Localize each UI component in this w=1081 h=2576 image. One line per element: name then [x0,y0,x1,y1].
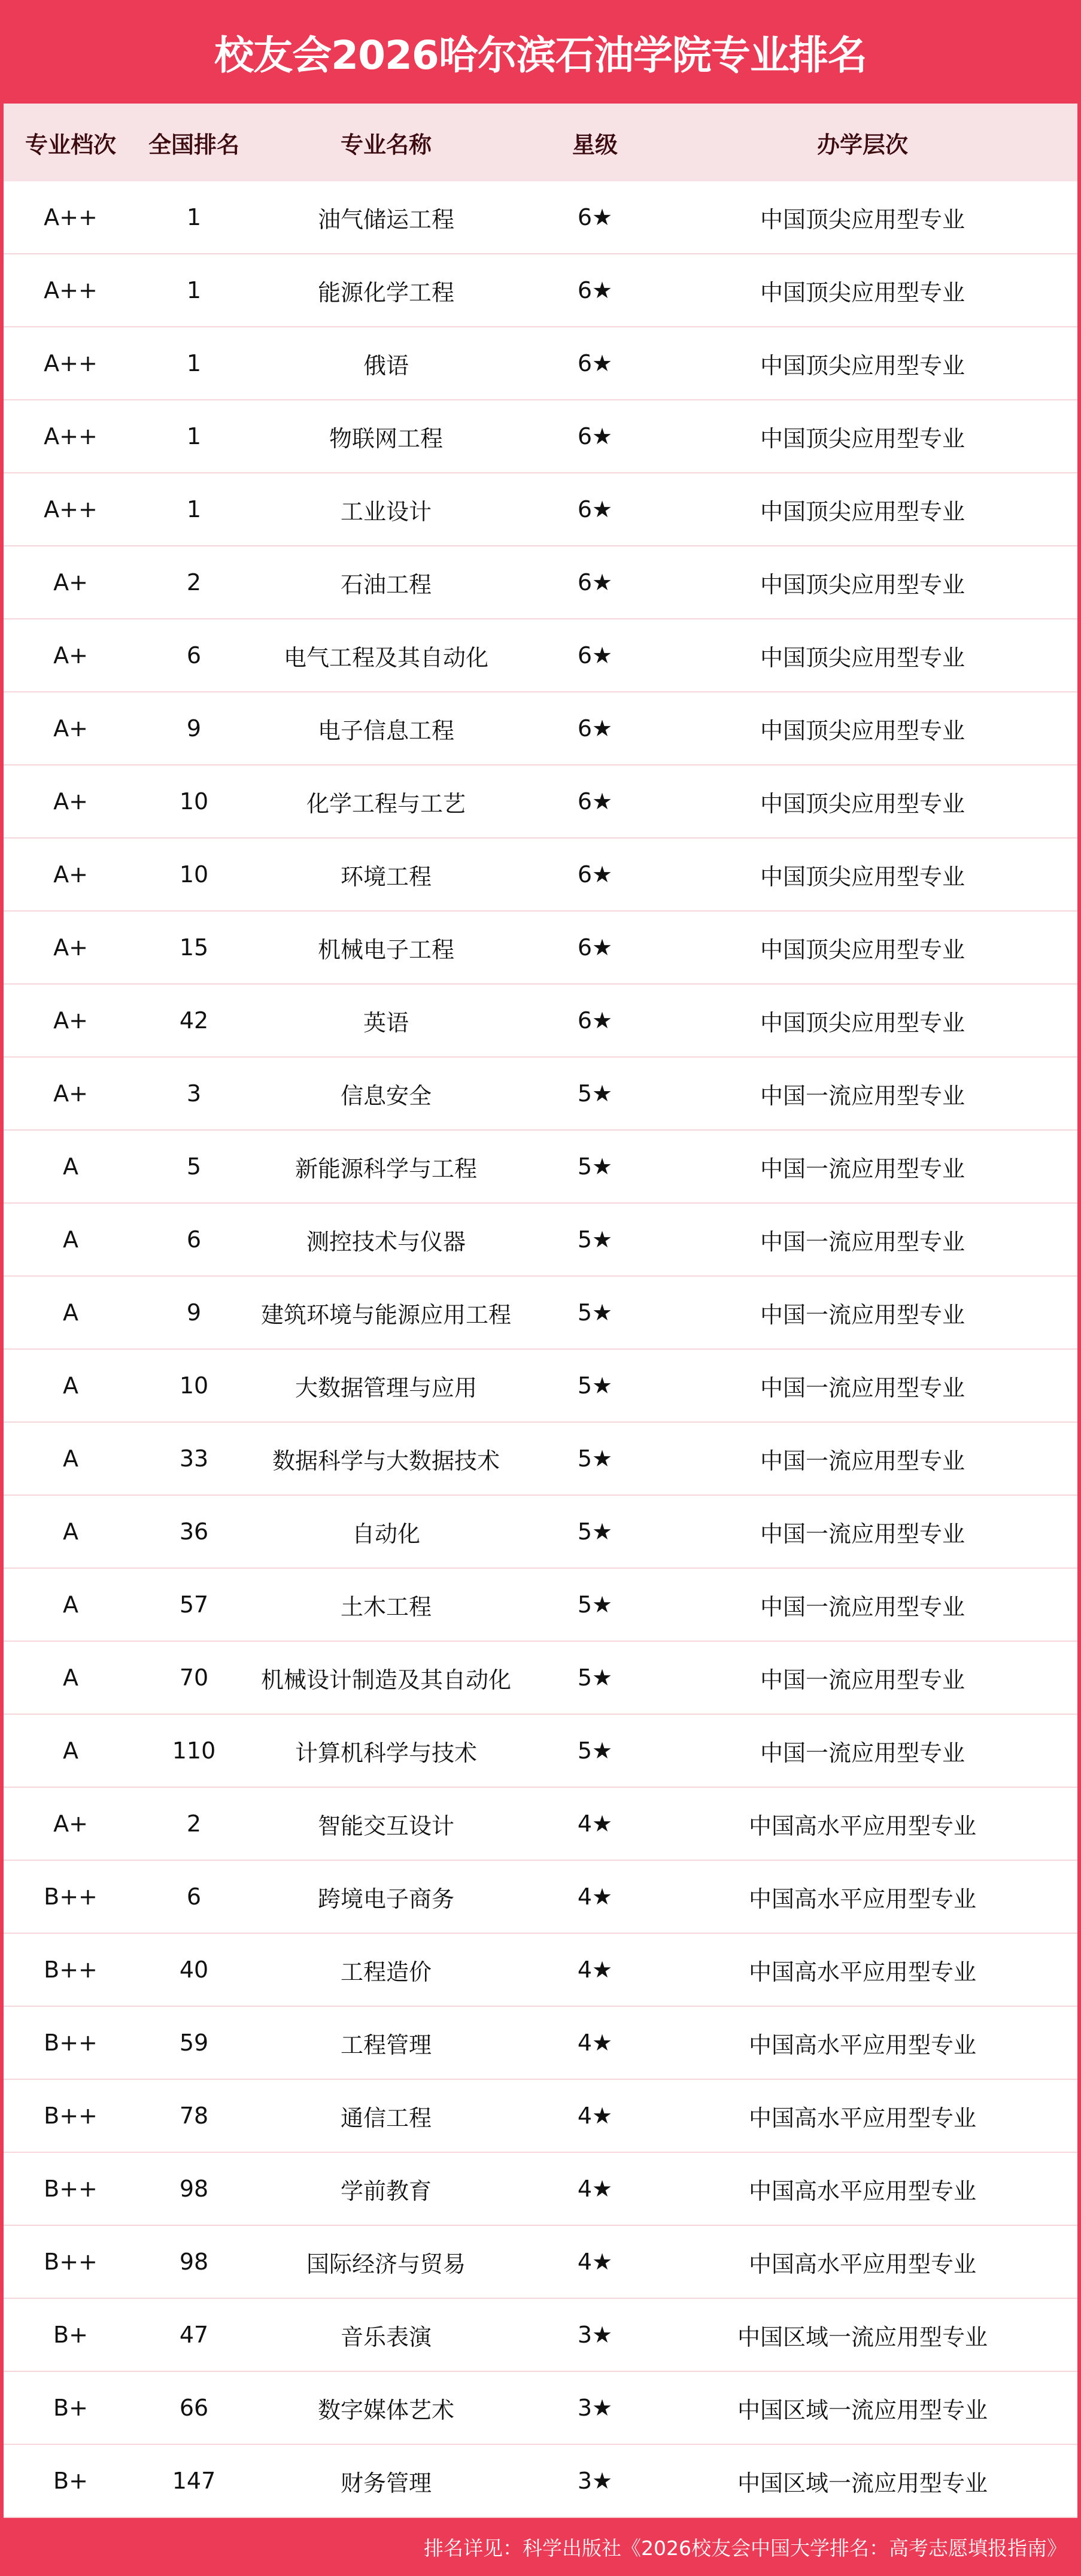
cell-major: 机械设计制造及其自动化 [260,1666,512,1693]
cell-stars: 5★ [577,1664,613,1691]
cell-major: 石油工程 [340,571,432,598]
cell-stars: 3★ [577,2322,613,2348]
cell-level: 中国高水平应用型专业 [748,2250,977,2277]
cell-level: 中国顶尖应用型专业 [760,279,965,306]
cell-tier: B++ [44,2103,98,2129]
cell-level: 中国一流应用型专业 [760,1593,965,1620]
cell-stars: 3★ [577,2395,613,2421]
cell-major: 土木工程 [340,1593,432,1620]
table-header [4,104,1077,181]
cell-rank: 57 [179,1591,209,1618]
table-row [4,839,1077,912]
cell-level: 中国一流应用型专业 [760,1228,965,1255]
cell-tier: A [63,1372,78,1399]
table-row [4,1861,1077,1934]
cell-rank: 6 [186,642,202,669]
table-row [4,912,1077,985]
cell-level: 中国一流应用型专业 [760,1155,965,1182]
cell-major: 信息安全 [340,1082,432,1109]
table-row [4,619,1077,692]
cell-rank: 3 [186,1080,202,1107]
cell-tier: A+ [53,715,88,742]
cell-stars: 4★ [577,2103,613,2129]
cell-major: 能源化学工程 [317,279,455,306]
cell-tier: A+ [53,1811,88,1837]
table-row [4,1496,1077,1569]
cell-level: 中国区域一流应用型专业 [737,2469,988,2496]
cell-level: 中国顶尖应用型专业 [760,863,965,890]
cell-rank: 1 [186,496,202,523]
cell-tier: A+ [53,1007,88,1034]
cell-major: 工程造价 [340,1958,432,1985]
table-row [4,765,1077,839]
cell-major: 工程管理 [340,2031,432,2058]
cell-rank: 59 [179,2030,209,2056]
cell-rank: 10 [179,788,209,815]
cell-level: 中国一流应用型专业 [760,1666,965,1693]
cell-stars: 5★ [577,1737,613,1764]
table-row [4,546,1077,619]
cell-tier: B++ [44,1884,98,1910]
cell-rank: 36 [179,1518,209,1545]
cell-major: 大数据管理与应用 [294,1374,478,1401]
cell-tier: A+ [53,788,88,815]
table-row [4,2299,1077,2372]
cell-level: 中国顶尖应用型专业 [760,790,965,817]
cell-level: 中国顶尖应用型专业 [760,936,965,963]
table-row [4,1569,1077,1642]
cell-rank: 10 [179,1372,209,1399]
header-rank: 全国排名 [148,131,240,158]
cell-level: 中国高水平应用型专业 [748,2031,977,2058]
cell-stars: 5★ [577,1153,613,1180]
table-row [4,1204,1077,1277]
cell-level: 中国一流应用型专业 [760,1447,965,1474]
cell-stars: 5★ [577,1080,613,1107]
cell-tier: A [63,1299,78,1326]
table-row [4,2153,1077,2226]
cell-major: 英语 [363,1009,409,1036]
cell-stars: 4★ [577,2249,613,2275]
cell-level: 中国顶尖应用型专业 [760,717,965,744]
cell-level: 中国顶尖应用型专业 [760,498,965,525]
cell-rank: 147 [172,2468,216,2494]
cell-rank: 78 [179,2103,209,2129]
cell-tier: B+ [53,2468,88,2494]
cell-stars: 6★ [577,496,613,523]
table-row [4,2372,1077,2445]
cell-rank: 2 [186,569,202,596]
cell-stars: 5★ [577,1226,613,1253]
table-row [4,985,1077,1058]
cell-stars: 6★ [577,204,613,230]
cell-rank: 66 [179,2395,209,2421]
table-row [4,1788,1077,1861]
cell-rank: 9 [186,715,202,742]
page-title: 校友会2026哈尔滨石油学院专业排名 [214,32,867,78]
cell-tier: A+ [53,934,88,961]
cell-rank: 10 [179,861,209,888]
header-tier: 专业档次 [25,131,117,158]
cell-rank: 42 [179,1007,209,1034]
table-row [4,692,1077,765]
cell-rank: 70 [179,1664,209,1691]
cell-major: 新能源科学与工程 [294,1155,478,1182]
cell-tier: B++ [44,2176,98,2202]
cell-rank: 9 [186,1299,202,1326]
cell-rank: 33 [179,1445,209,1472]
cell-tier: A [63,1591,78,1618]
table-row [4,1642,1077,1715]
cell-major: 测控技术与仪器 [306,1228,466,1255]
cell-major: 跨境电子商务 [317,1885,455,1912]
cell-stars: 5★ [577,1518,613,1545]
cell-rank: 1 [186,423,202,449]
cell-rank: 6 [186,1226,202,1253]
table-row [4,1058,1077,1131]
cell-stars: 3★ [577,2468,613,2494]
cell-rank: 98 [179,2249,209,2275]
cell-major: 自动化 [351,1520,421,1547]
cell-major: 工业设计 [340,498,432,525]
cell-tier: B++ [44,2249,98,2275]
cell-tier: A+ [53,642,88,669]
cell-level: 中国一流应用型专业 [760,1082,965,1109]
cell-rank: 110 [172,1737,216,1764]
cell-rank: 6 [186,1884,202,1910]
cell-stars: 4★ [577,1957,613,1983]
cell-major: 国际经济与贸易 [306,2250,466,2277]
cell-stars: 6★ [577,715,613,742]
cell-stars: 4★ [577,2176,613,2202]
cell-rank: 15 [179,934,209,961]
cell-stars: 6★ [577,861,613,888]
cell-major: 数字媒体艺术 [317,2396,455,2423]
cell-major: 通信工程 [340,2104,432,2131]
table-row [4,1277,1077,1350]
cell-tier: A [63,1664,78,1691]
cell-stars: 5★ [577,1445,613,1472]
cell-major: 数据科学与大数据技术 [272,1447,500,1474]
cell-tier: A+ [53,1080,88,1107]
table-row [4,327,1077,400]
table-row [4,2007,1077,2080]
table-row [4,1350,1077,1423]
cell-stars: 4★ [577,2030,613,2056]
cell-stars: 5★ [577,1372,613,1399]
cell-stars: 6★ [577,277,613,303]
cell-major: 机械电子工程 [317,936,455,963]
cell-major: 智能交互设计 [317,1812,455,1839]
cell-level: 中国一流应用型专业 [760,1301,965,1328]
cell-level: 中国区域一流应用型专业 [737,2323,988,2350]
table-row [4,2080,1077,2153]
header-level: 办学层次 [816,131,909,158]
cell-tier: A+ [53,569,88,596]
cell-major: 计算机科学与技术 [294,1739,478,1766]
table-row [4,400,1077,473]
cell-major: 环境工程 [340,863,432,890]
cell-major: 电子信息工程 [317,717,455,744]
cell-stars: 4★ [577,1884,613,1910]
table-row [4,2226,1077,2299]
cell-stars: 6★ [577,569,613,596]
cell-tier: B++ [44,2030,98,2056]
cell-level: 中国一流应用型专业 [760,1374,965,1401]
cell-stars: 6★ [577,423,613,449]
cell-major: 油气储运工程 [317,206,455,233]
cell-level: 中国顶尖应用型专业 [760,571,965,598]
cell-rank: 1 [186,350,202,376]
source-note: 排名详见：科学出版社《2026校友会中国大学排名：高考志愿填报指南》 [424,2536,1067,2560]
table-row [4,473,1077,546]
table-row [4,1715,1077,1788]
cell-stars: 6★ [577,934,613,961]
table-row [4,1131,1077,1204]
cell-rank: 98 [179,2176,209,2202]
cell-tier: B+ [53,2395,88,2421]
header-major: 专业名称 [340,131,432,158]
cell-major: 音乐表演 [340,2323,432,2350]
cell-tier: A [63,1518,78,1545]
cell-rank: 1 [186,277,202,303]
cell-level: 中国顶尖应用型专业 [760,425,965,452]
cell-major: 俄语 [363,352,409,379]
cell-tier: A [63,1737,78,1764]
cell-tier: A++ [44,350,98,376]
cell-major: 物联网工程 [329,425,444,452]
cell-rank: 47 [179,2322,209,2348]
cell-major: 建筑环境与能源应用工程 [260,1301,512,1328]
cell-rank: 5 [186,1153,202,1180]
table-row [4,181,1077,254]
cell-level: 中国区域一流应用型专业 [737,2396,988,2423]
cell-tier: A++ [44,204,98,230]
ranking-table [4,104,1077,2518]
header-stars: 星级 [572,131,618,158]
cell-tier: A++ [44,277,98,303]
cell-level: 中国顶尖应用型专业 [760,352,965,379]
cell-major: 学前教育 [340,2177,432,2204]
cell-level: 中国高水平应用型专业 [748,1885,977,1912]
cell-stars: 5★ [577,1591,613,1618]
cell-tier: B++ [44,1957,98,1983]
cell-stars: 6★ [577,642,613,669]
cell-tier: A++ [44,496,98,523]
table-row [4,1934,1077,2007]
cell-tier: A+ [53,861,88,888]
cell-major: 化学工程与工艺 [306,790,466,817]
cell-rank: 1 [186,204,202,230]
cell-level: 中国一流应用型专业 [760,1520,965,1547]
cell-stars: 6★ [577,788,613,815]
cell-level: 中国高水平应用型专业 [748,2177,977,2204]
table-row [4,2445,1077,2518]
cell-level: 中国一流应用型专业 [760,1739,965,1766]
cell-tier: A [63,1226,78,1253]
cell-stars: 5★ [577,1299,613,1326]
cell-level: 中国高水平应用型专业 [748,1958,977,1985]
cell-level: 中国高水平应用型专业 [748,2104,977,2131]
cell-tier: A++ [44,423,98,449]
cell-stars: 4★ [577,1811,613,1837]
cell-level: 中国顶尖应用型专业 [760,644,965,671]
cell-level: 中国顶尖应用型专业 [760,1009,965,1036]
table-row [4,1423,1077,1496]
cell-major: 电气工程及其自动化 [283,644,489,671]
cell-level: 中国顶尖应用型专业 [760,206,965,233]
cell-tier: A [63,1153,78,1180]
cell-major: 财务管理 [340,2469,432,2496]
cell-level: 中国高水平应用型专业 [748,1812,977,1839]
cell-tier: B+ [53,2322,88,2348]
cell-tier: A [63,1445,78,1472]
cell-stars: 6★ [577,1007,613,1034]
cell-rank: 2 [186,1811,202,1837]
table-row [4,254,1077,327]
cell-rank: 40 [179,1957,209,1983]
cell-stars: 6★ [577,350,613,376]
